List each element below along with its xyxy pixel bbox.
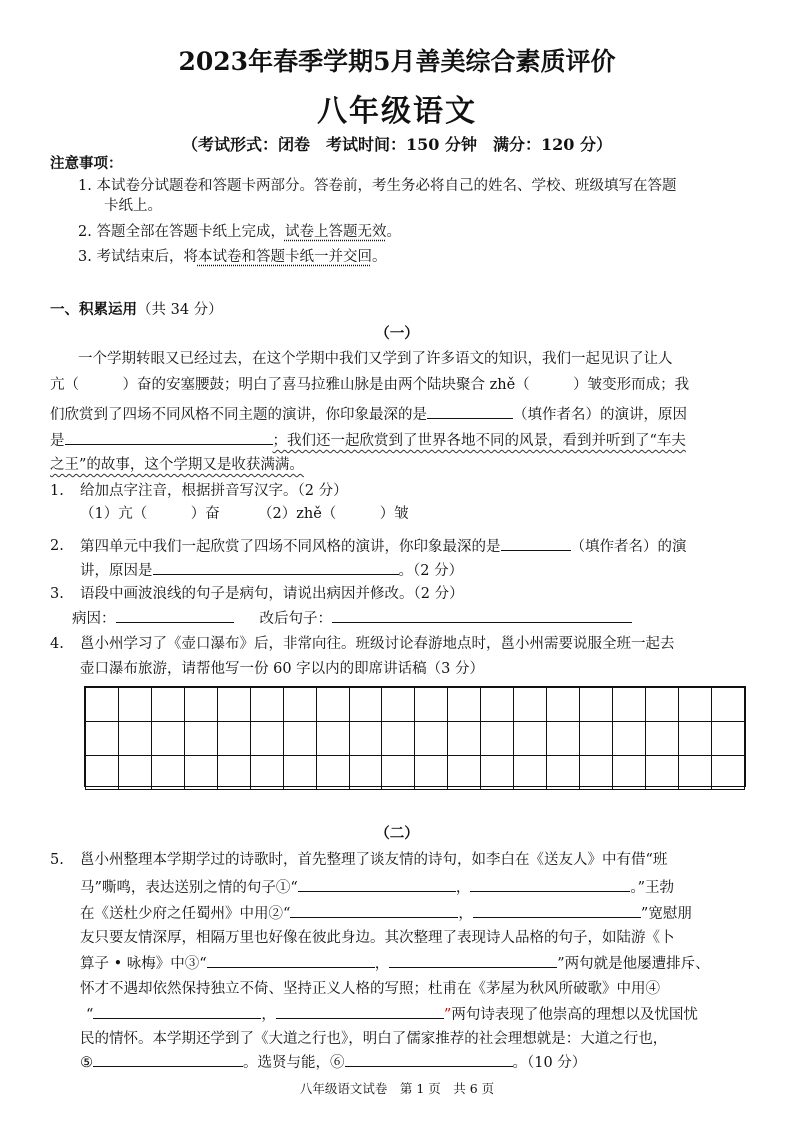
q2-line-1: 第四单元中我们一起欣赏了四场不同风格的演讲，你印象最深的是 （填作者名）的演 [80, 536, 687, 557]
subject-title: 八年级语文 [317, 94, 477, 129]
part-label-2: （二） [375, 825, 419, 842]
q3-number: 3. [50, 586, 64, 602]
page-footer: 八年级语文试卷 第 1 页 共 6 页 [299, 1081, 495, 1096]
notice-item-1: 1. 本试卷分试题卷和答题卡两部分。答卷前，考生务必将自己的姓名、学校、班级填写在答题 [78, 178, 677, 194]
part-label-1: （一） [375, 325, 419, 342]
q1-number: 1. [50, 483, 64, 499]
q1-sub-1: （1）亢（ ）奋 [80, 506, 220, 522]
q3-text: 语段中画波浪线的句子是病句，请说出病因并修改。（2 分） [80, 586, 464, 602]
q1-sub-2: （2）zhě（ ）皱 [258, 506, 409, 522]
q5-line-1: 邕小州整理本学期学过的诗歌时，首先整理了谈友情的诗句，如李白在《送友人》中有借“班 [80, 852, 668, 868]
answer-grid-table [85, 687, 745, 790]
q5-line-2: 马”嘶鸣，表达送别之情的句子①“ ， 。”王勃 [80, 877, 674, 898]
section-heading: 一、积累运用（共 34 分） [50, 301, 223, 318]
notice-label: 注意事项： [50, 155, 123, 172]
notice-item-3: 3. 考试结束后，将本试卷和答题卡纸一并交回。 [78, 249, 387, 265]
q5-number: 5. [50, 852, 64, 868]
passage-line-5: 之王”的故事，这个学期又是收获满满。 [50, 457, 304, 473]
passage-line-4: 是 ；我们还一起欣赏到了世界各地不同的风景，看到并听到了“车夫 [50, 430, 686, 451]
q5-line-8: 民的情怀。本学期还学到了《大道之行也》，明白了儒家推荐的社会理想就是：大道之行也， [80, 1031, 668, 1047]
passage-line-1: 一个学期转眼又已经过去，在这个学期中我们又学到了许多语文的知识，我们一起见识了让人 [78, 351, 673, 367]
q2-line-2: 讲，原因是 。（2 分） [80, 560, 463, 581]
q2-number: 2. [50, 538, 64, 554]
passage-line-3: 们欣赏到了四场不同风格不同主题的演讲，你印象最深的是 （填作者名）的演讲，原因 [50, 404, 687, 425]
answer-grid[interactable] [84, 686, 746, 787]
exam-info: （考试形式：闭卷 考试时间：150 分钟 满分：120 分） [182, 135, 612, 154]
q1-text: 给加点字注音，根据拼音写汉字。（2 分） [80, 483, 348, 499]
q5-line-5: 算子 • 咏梅》中③“ ， ”两句就是他屡遭排斥、 [80, 953, 710, 974]
passage-line-2: 亢（ ）奋的安塞腰鼓；明白了喜马拉雅山脉是由两个陆块聚合 zhě（ ）皱变形而成；我 [50, 377, 690, 393]
notice-item-1-cont: 卡纸上。 [104, 198, 162, 214]
exam-title: 2023年春季学期5月善美综合素质评价 [178, 47, 616, 76]
q5-line-6: 怀才不遇却依然保持独立不倚、坚持正义人格的写照；杜甫在《茅屋为秋风所破歌》中用④ [80, 981, 660, 997]
q3-answer-line: 病因： 改后句子： [72, 608, 632, 629]
notice-item-2: 2. 答题全部在答题卡纸上完成，试卷上答题无效。 [78, 224, 401, 240]
q5-line-3: 在《送杜少府之任蜀州》中用②“ ， ”宽慰朋 [80, 903, 692, 924]
q5-line-4: 友只要友情深厚，相隔万里也好像在彼此身边。其次整理了表现诗人品格的句子，如陆游《卜 [80, 930, 675, 946]
q5-line-9: ⑤ 。选贤与能，⑥ 。（10 分） [80, 1052, 586, 1073]
q5-line-7: “ ， ”两句诗表现了他崇高的理想以及忧国忧 [86, 1004, 698, 1025]
q4-line-1: 邕小州学习了《壶口瀑布》后，非常向往。班级讨论春游地点时，邕小州需要说服全班一起去 [80, 636, 675, 652]
q4-line-2: 壶口瀑布旅游，请帮他写一份 60 字以内的即席讲话稿（3 分） [80, 661, 485, 677]
q4-number: 4. [50, 636, 64, 652]
